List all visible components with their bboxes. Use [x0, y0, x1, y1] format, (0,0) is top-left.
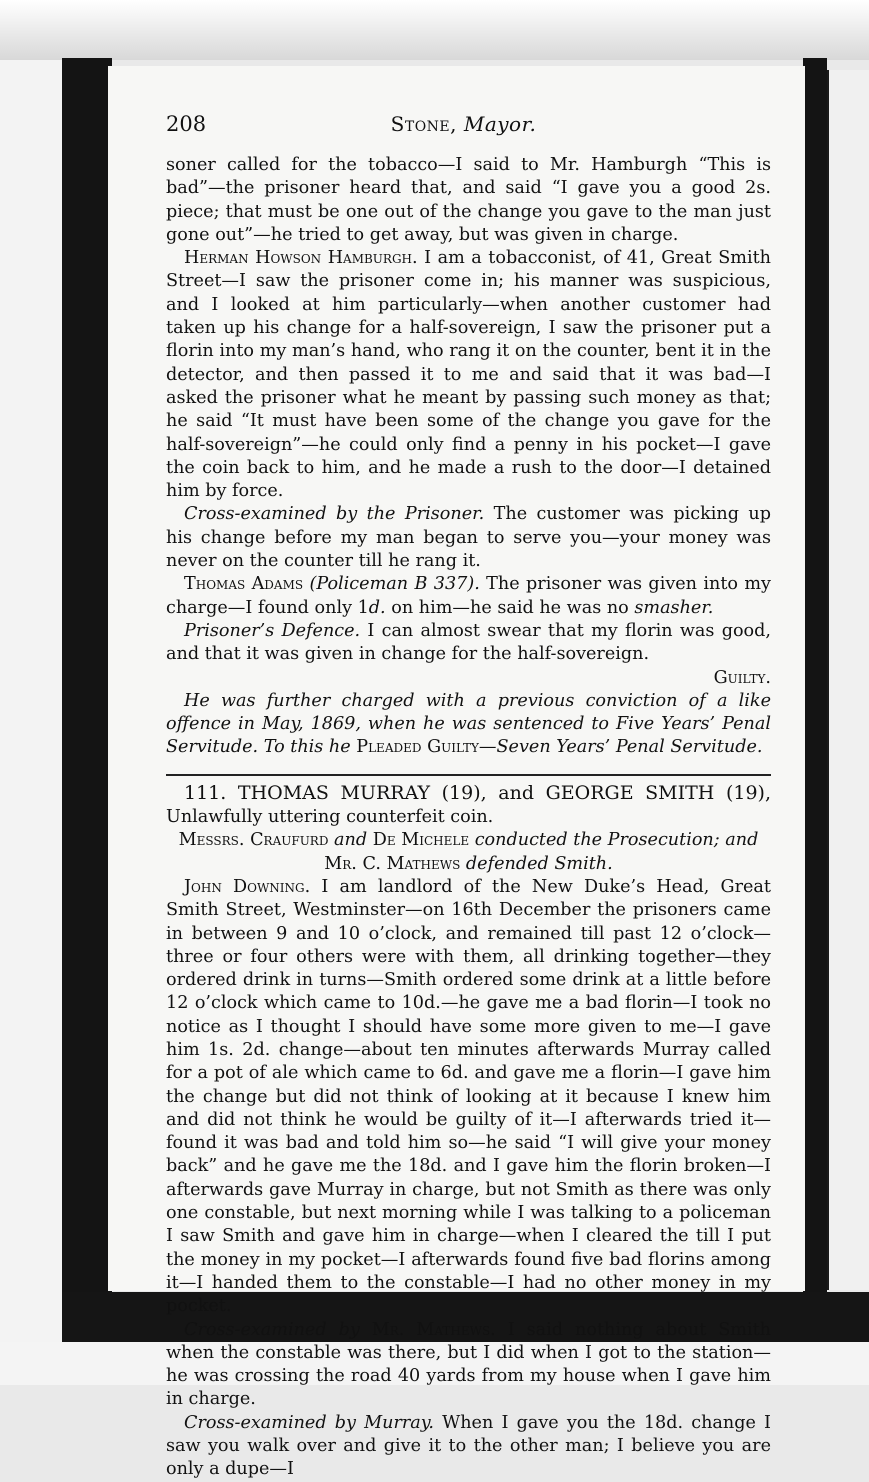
case-charge: Unlawfully uttering counterfeit coin. — [166, 807, 494, 828]
section-divider — [166, 774, 771, 776]
running-head-name: Stone, — [390, 112, 457, 136]
defence-label: Prisoner’s Defence. — [184, 620, 361, 641]
paragraph-cross-murray — [166, 1412, 771, 1482]
book-page — [108, 66, 805, 1480]
cross-exam-label: Cross-examined by — [184, 1319, 360, 1340]
testimony-text: When I gave you the 18d. change I saw you walk over and give it to the other man; I believe you are only a dupe—I — [166, 1412, 772, 1480]
page-body — [166, 154, 771, 1482]
counsel-and: and — [328, 830, 373, 851]
pence-abbrev: d. — [368, 597, 386, 618]
paragraph-cross-examination — [166, 503, 771, 573]
defence-text: I can almost swear that my florin was good, and that it was given in change for the half-sovereign. — [166, 620, 771, 665]
counsel-defence: Mr. C. Mathews — [324, 853, 461, 874]
testimony-text: I am landlord of the New Duke’s Head, Great Smith Street, Westminster—on 16th December the prisoners came in between 9 and 10 o’clock, and remained till past 12 o’clock—three or four others were with them, all drinking together—they ordered drink in turns—Smith ordered some drink at a little before 12 o’clock which came to 10d.—he gave me a bad florin—I took no notice as I thought I should have some more given to me—I gave him 1s. 2d. change—about ten minutes afterwards Murray called for a pot of ale which came to 6d. and gave me a florin—I gave him the change but did not think of looking at it because I knew him and did not think he would be guilty of it—I afterwards tried it—found it was bad and told him so—he said “I will give your money back” and he gave me the 18d. and I gave him the florin broken—I afterwards gave Murray in charge, but not Smith as there was only one constable, but next morning while I was talking to a policeman I saw Smith and gave him in charge—when I cleared the till I put the money in my pocket—I afterwards found five bad florins among it—I handed them to the constable—I had no other money in my pocket. — [166, 876, 771, 1317]
counsel-prosecution: Messrs. Craufurd — [178, 830, 329, 851]
cross-exam-label: Cross-examined by Murray. — [184, 1412, 434, 1433]
case-heading — [166, 782, 771, 830]
scan-right-margin — [827, 70, 869, 1290]
testimony-text: I said nothing about Smith when the constable was there, but I did when I got to the station—he was crossing the road 40 yards from my house when I gave him in charge. — [166, 1319, 772, 1410]
case-number-names: 111. THOMAS MURRAY (19), and GEORGE SMITH (19), — [184, 781, 771, 804]
running-head — [166, 112, 761, 136]
paragraph-previous-conviction — [166, 690, 771, 760]
testimony-text: The prisoner was given into my charge—I found only 1 — [166, 574, 771, 618]
paragraph-downing — [166, 876, 771, 1319]
page-header — [166, 112, 761, 140]
paragraph-hamburgh — [166, 247, 771, 503]
counsel-line — [166, 829, 771, 876]
speaker-detail: (Policeman B 337). — [303, 574, 480, 595]
scan-left-margin — [0, 60, 62, 1342]
page-number: 208 — [166, 112, 207, 136]
plea: Pleaded Guilty — [350, 737, 479, 758]
sentence: —Seven Years’ Penal Servitude. — [478, 737, 763, 758]
scan-top-edge — [0, 0, 869, 60]
testimony-text: I am a tobacconist, of 41, Great Smith Street—I saw the prisoner come in; his manner was suspicious, and I looked at him particularly—when another customer had taken up his change for a half-sovereign, I saw the prisoner put a florin into my man’s hand, who rang it on the counter, bent it in the detector, and then passed it to me and said that it was bad—I asked the prisoner what he meant by passing such money as that; he said “It must have been some of the change you gave for the half-sovereign”—he could only find a penny in his pocket—I gave the coin back to him, and he made a rush to the door—I detained him by force. — [166, 248, 771, 502]
running-head-title: Mayor. — [463, 112, 537, 136]
examiner-name: Mr. Mathews. — [359, 1319, 496, 1340]
speaker-name: Thomas Adams — [184, 574, 304, 595]
counsel-defended: defended Smith. — [460, 853, 613, 874]
paragraph-adams — [166, 573, 771, 620]
counsel-text: conducted the Prosecution; and — [469, 830, 759, 851]
testimony-text: The customer was picking up his change before my man began to serve you—your money was never on the counter till he rang it. — [166, 504, 771, 572]
speaker-name: Herman Howson Hamburgh. — [184, 248, 418, 269]
paragraph-cross-mathews — [166, 1319, 771, 1412]
scan-left-border — [62, 58, 112, 1293]
verdict: Guilty. — [713, 667, 771, 688]
paragraph-continuation: soner called for the tobacco—I said to Mr. Hamburgh “This is bad”—the prisoner heard that, and said “I gave you a good 2s. piece; that must be one out of the change you gave to the man just gone out”—he tried to get away, but was given in charge. — [166, 155, 771, 245]
testimony-text: on him—he said he was no — [385, 597, 635, 618]
paragraph-defence — [166, 620, 771, 690]
smasher-word: smasher. — [634, 597, 714, 618]
conviction-text: He was further charged with a previous conviction of a like offence in May, 1869, when he was sentenced to Five Years’ Penal Servitude. To this he — [166, 690, 771, 758]
speaker-name: John Downing. — [184, 876, 311, 897]
counsel-prosecution-2: De Michele — [372, 830, 470, 851]
scan-right-border — [803, 58, 827, 1293]
cross-exam-label: Cross-examined by the Prisoner. — [184, 504, 485, 525]
